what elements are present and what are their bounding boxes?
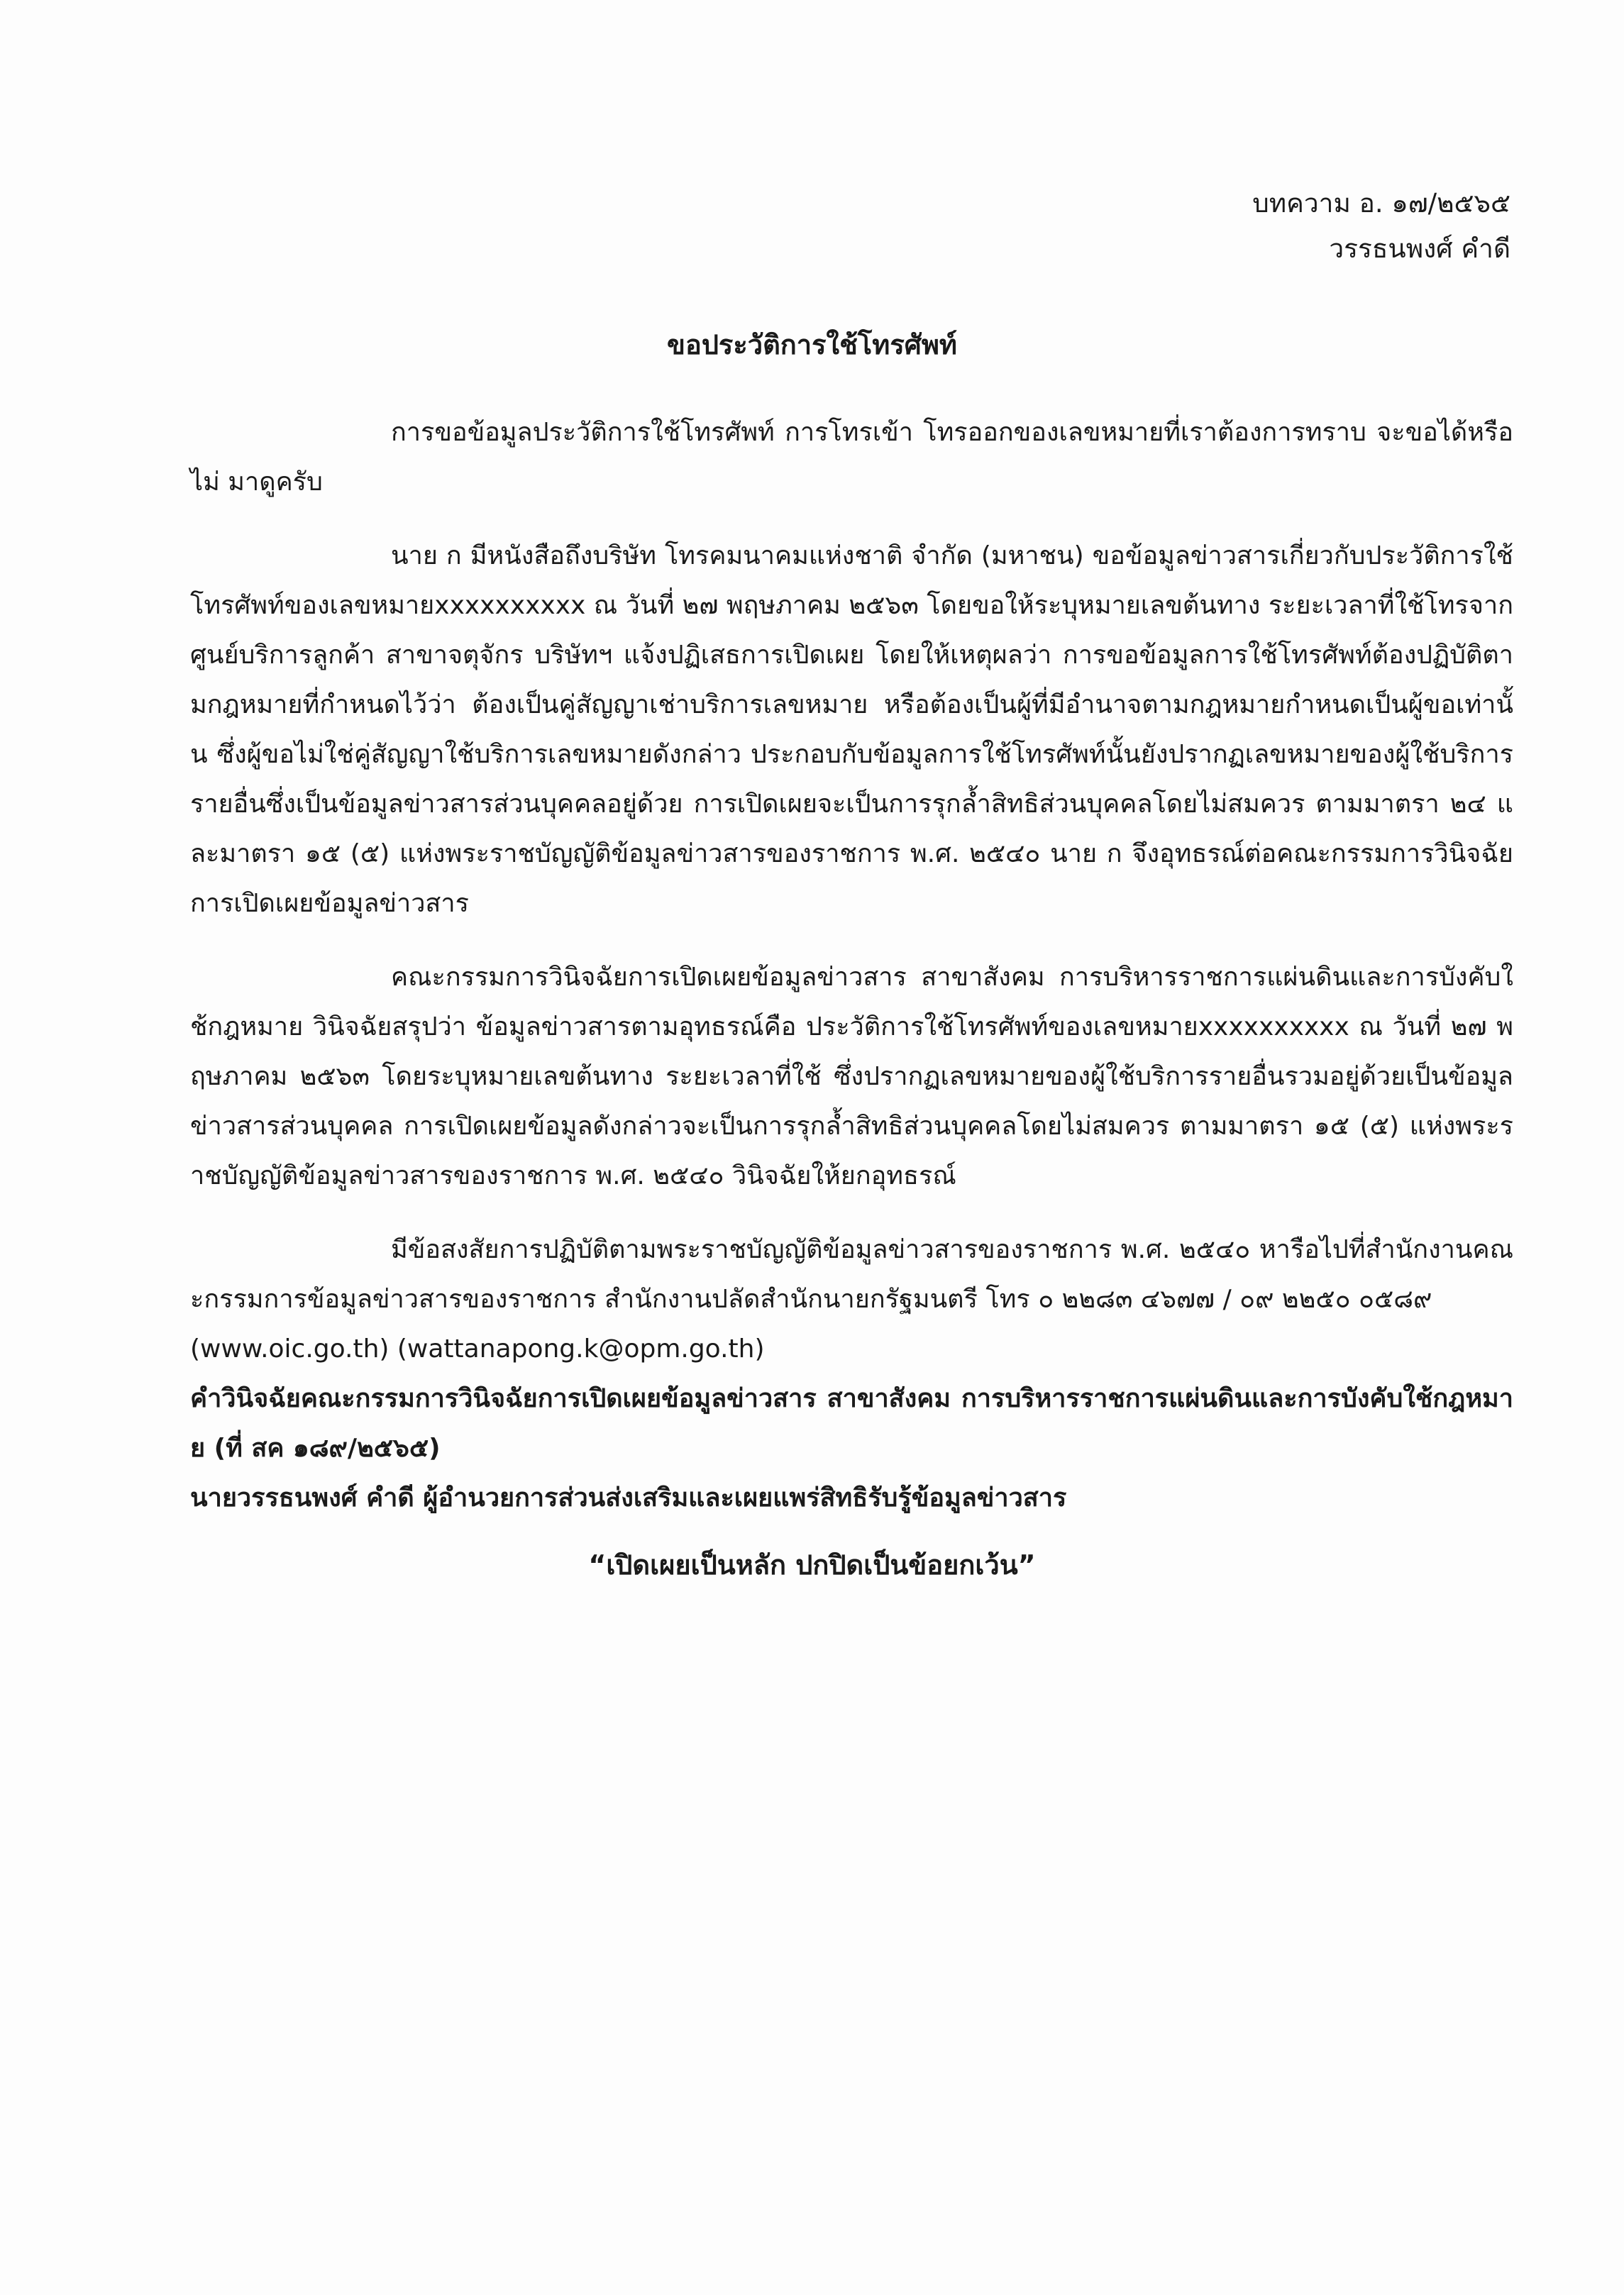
article-reference: บทความ อ. ๑๗/๒๕๖๕: [1252, 188, 1510, 219]
document-title: ขอประวัติการใช้โทรศัพท์: [667, 329, 957, 360]
contact-paragraph: มีข้อสงสัยการปฏิบัติตามพระราชบัญญัติข้อมูลข่าวสารของราชการ พ.ศ. ๒๕๔๐ หารือไปที่สำนักงานคณะกรรมการข้อมูลข่าวสารของราชการ สำนักงานปลัดสำนักนายกรัฐมนตรี โทร ๐ ๒๒๘๓ ๔๖๗๗ / ๐๙ ๒๒๕๐ ๐๕๘๙: [190, 1235, 1513, 1314]
facts-paragraph: นาย ก มีหนังสือถึงบริษัท โทรคมนาคมแห่งชาติ จำกัด (มหาชน) ขอข้อมูลข่าวสารเกี่ยวกับประวัติการใช้โทรศัพท์ของเลขหมายxxxxxxxxxx ณ วันที่ ๒๗ พฤษภาคม ๒๕๖๓ โดยขอให้ระบุหมายเลขต้นทาง ระยะเวลาที่ใช้โทรจากศูนย์บริการลูกค้า สาขาจตุจักร บริษัทฯ แจ้งปฏิเสธการเปิดเผย โดยให้เหตุผลว่า การขอข้อมูลการใช้โทรศัพท์ต้องปฏิบัติตามกฎหมายที่กำหนดไว้ว่า ต้องเป็นคู่สัญญาเช่าบริการเลขหมาย หรือต้องเป็นผู้ที่มีอำนาจตามกฎหมายกำหนดเป็นผู้ขอเท่านั้น ซึ่งผู้ขอไม่ใช่คู่สัญญาใช้บริการเลขหมายดังกล่าว ประกอบกับข้อมูลการใช้โทรศัพท์นั้นยังปรากฏเลขหมายของผู้ใช้บริการรายอื่นซึ่งเป็นข้อมูลข่าวสารส่วนบุคคลอยู่ด้วย การเปิดเผยจะเป็นการรุกล้ำสิทธิส่วนบุคคลโดยไม่สมควร ตามมาตรา ๒๔ และมาตรา ๑๕ (๕) แห่งพระราชบัญญัติข้อมูลข่าวสารของราชการ พ.ศ. ๒๕๔๐ นาย ก จึงอุทธรณ์ต่อคณะกรรมการวินิจฉัยการเปิดเผยข้อมูลข่าวสาร: [190, 541, 1513, 918]
ruling-paragraph: คณะกรรมการวินิจฉัยการเปิดเผยข้อมูลข่าวสาร สาขาสังคม การบริหารราชการแผ่นดินและการบังคับใช้กฎหมาย วินิจฉัยสรุปว่า ข้อมูลข่าวสารตามอุทธรณ์คือ ประวัติการใช้โทรศัพท์ของเลขหมายxxxxxxxxxx ณ วันที่ ๒๗ พฤษภาคม ๒๕๖๓ โดยระบุหมายเลขต้นทาง ระยะเวลาที่ใช้ ซึ่งปรากฏเลขหมายของผู้ใช้บริการรายอื่นรวมอยู่ด้วยเป็นข้อมูลข่าวสารส่วนบุคคล การเปิดเผยข้อมูลดังกล่าวจะเป็นการรุกล้ำสิทธิส่วนบุคคลโดยไม่สมควร ตามมาตรา ๑๕ (๕) แห่งพระราชบัญญัติข้อมูลข่าวสารของราชการ พ.ศ. ๒๕๔๐ วินิจฉัยให้ยกอุทธรณ์: [190, 963, 1514, 1190]
intro-paragraph: การขอข้อมูลประวัติการใช้โทรศัพท์ การโทรเข้า โทรออกของเลขหมายที่เราต้องการทราบ จะขอได้หรือไม่ มาดูครับ: [190, 418, 1513, 497]
author-name: วรรธนพงศ์ คำดี: [1329, 233, 1510, 264]
author-line: นายวรรธนพงศ์ คำดี ผู้อำนวยการส่วนส่งเสริมและเผยแพร่สิทธิรับรู้ข้อมูลข่าวสาร: [190, 1483, 1067, 1513]
contact-links: (www.oic.go.th) (wattanapong.k@opm.go.th): [190, 1334, 765, 1364]
article-header: [1252, 181, 1510, 272]
document-body: [190, 408, 1513, 1523]
slogan: “เปิดเผยเป็นหลัก ปกปิดเป็นข้อยกเว้น”: [588, 1549, 1036, 1581]
ruling-reference: คำวินิจฉัยคณะกรรมการวินิจฉัยการเปิดเผยข้อมูลข่าวสาร สาขาสังคม การบริหารราชการแผ่นดินและการบังคับใช้กฎหมาย (ที่ สค ๑๘๙/๒๕๖๕): [190, 1384, 1513, 1463]
